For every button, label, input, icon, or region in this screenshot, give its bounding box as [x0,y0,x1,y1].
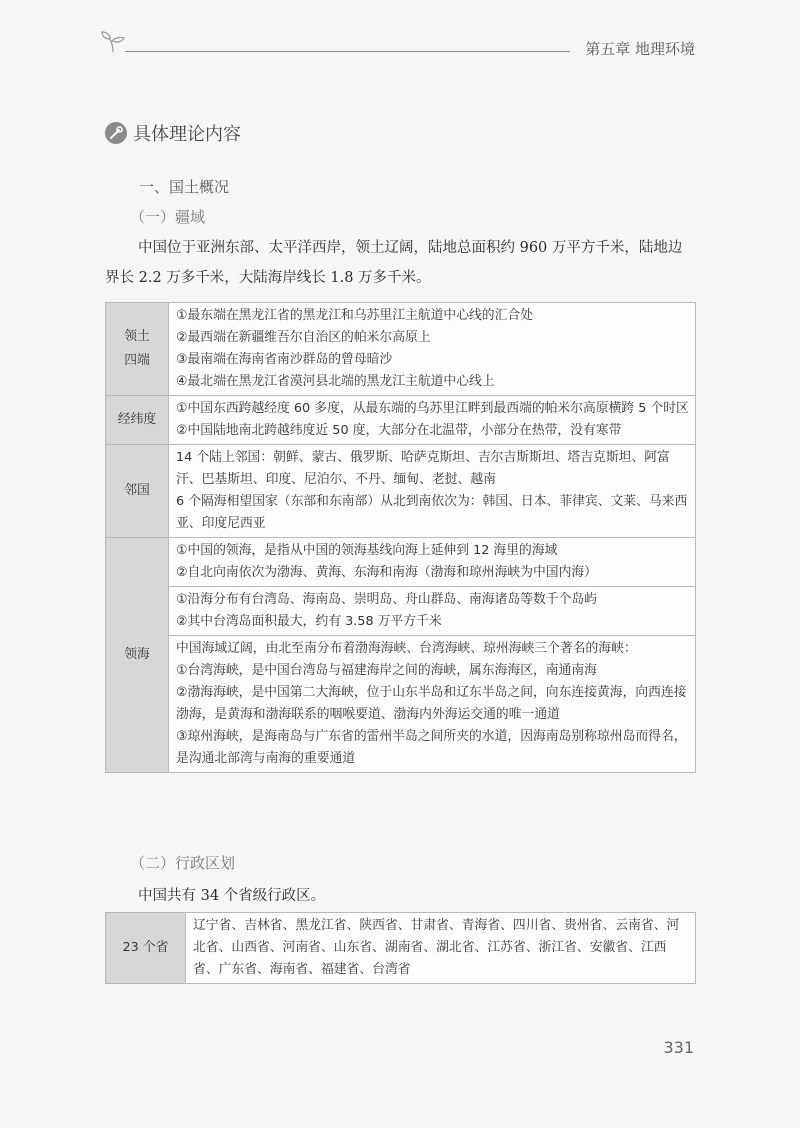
content-line: 14 个陆上邻国：朝鲜、蒙古、俄罗斯、哈萨克斯坦、吉尔吉斯斯坦、塔吉克斯坦、阿富汗、巴基斯坦、印度、尼泊尔、不丹、缅甸、老挝、越南 [176,450,670,487]
table-row [106,445,696,538]
table-row [106,636,696,773]
table-row [106,587,696,636]
content-line: 6 个隔海相望国家（东部和东南部）从北到南依次为：韩国、日本、菲律宾、文莱、马来西亚、印度尼西亚 [176,494,688,531]
section-title [105,120,241,146]
content-line: ③琼州海峡，是海南岛与广东省的雷州半岛之间所夹的水道，因海南岛别称琼州岛而得名，是沟通北部湾与南海的重要通道 [176,729,687,766]
content-line: ①中国东西跨越经度 60 多度，从最东端的乌苏里江畔到最西端的帕米尔高原横跨 5 个时区 [176,401,689,416]
heading-territory: （一）疆域 [130,208,206,226]
row-label-provinces: 23 个省 [106,913,186,984]
row-content [169,396,696,445]
page-number: 331 [663,1038,694,1057]
row-label-neighbors: 邻国 [106,445,169,538]
content-line: ②自北向南依次为渤海、黄海、东海和南海（渤海和琼州海峡为中国内海） [176,565,597,580]
sprout-icon [99,30,127,54]
table-row [106,913,696,984]
heading-administrative-divisions: （二）行政区划 [130,854,236,872]
provinces-table [105,912,696,984]
row-content [169,445,696,538]
content-line: ③最南端在海南省南沙群岛的曾母暗沙 [176,352,393,367]
table-row [106,538,696,587]
row-content: 辽宁省、吉林省、黑龙江省、陕西省、甘肃省、青海省、四川省、贵州省、云南省、河北省、山西省、河南省、山东省、湖南省、湖北省、江苏省、浙江省、安徽省、江西省、广东省、海南省、福建省、台湾省 [186,913,696,984]
content-line: ①最东端在黑龙江省的黑龙江和乌苏里江主航道中心线的汇合处 [176,308,533,323]
row-content [169,636,696,773]
running-header [95,28,695,58]
table-row [106,303,696,396]
content-line: ①沿海分布有台湾岛、海南岛、崇明岛、舟山群岛、南海诸岛等数千个岛屿 [176,592,597,607]
row-label-coordinates: 经纬度 [106,396,169,445]
content-line: ②其中台湾岛面积最大，约有 3.58 万平方千米 [176,614,442,629]
content-line: ④最北端在黑龙江省漠河县北端的黑龙江主航道中心线上 [176,374,495,389]
section-title-text: 具体理论内容 [133,124,241,145]
territory-table [105,302,696,773]
row-content [169,538,696,587]
section-badge-icon [105,122,127,144]
paragraph-territory: 中国位于亚洲东部、太平洋西岸，领土辽阔，陆地总面积约 960 万平方千米，陆地边界长 2.2 万多千米，大陆海岸线长 1.8 万多千米。 [105,240,683,286]
content-line: ②渤海海峡，是中国第二大海峡，位于山东半岛和辽东半岛之间，向东连接黄海，向西连接渤海，是黄海和渤海联系的咽喉要道、渤海内外海运交通的唯一通道 [176,685,687,722]
content-line: ②最西端在新疆维吾尔自治区的帕米尔高原上 [176,330,431,345]
table-row [106,396,696,445]
content-line: ①中国的领海，是指从中国的领海基线向海上延伸到 12 海里的海域 [176,543,558,558]
content-line: ①台湾海峡，是中国台湾岛与福建海岸之间的海峡，属东海海区，南通南海 [176,663,597,678]
row-content [169,303,696,396]
header-rule [125,51,570,52]
chapter-title: 第五章 地理环境 [585,40,695,58]
row-content [169,587,696,636]
paragraph-provinces: 中国共有 34 个省级行政区。 [138,888,326,904]
content-line: ②中国陆地南北跨越纬度近 50 度，大部分在北温带，小部分在热带，没有寒带 [176,423,622,438]
heading-national-overview: 一、国土概况 [139,178,230,196]
content-line: 中国海域辽阔，由北至南分布着渤海海峡、台湾海峡、琼州海峡三个著名的海峡： [176,641,637,656]
row-label-territorial-sea: 领海 [106,538,169,773]
row-label-extremities: 领土 四端 [106,303,169,396]
